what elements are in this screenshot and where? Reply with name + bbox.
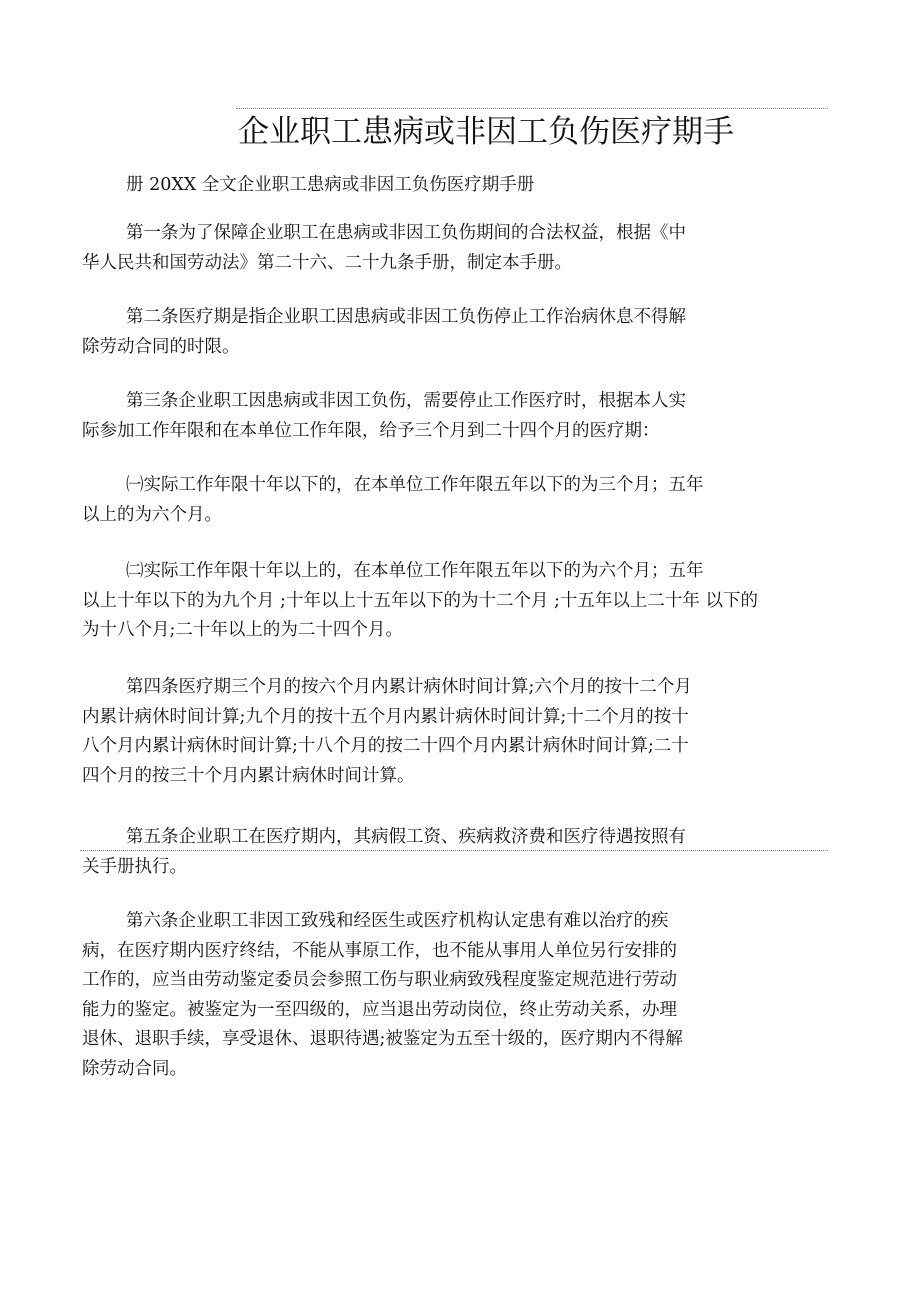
paragraph-line: ㈡实际工作年限十年以上的，在本单位工作年限五年以下的为六个月；五年 (126, 561, 704, 581)
article-2 (82, 303, 752, 362)
paragraph-line: 华人民共和国劳动法》第二十六、二十九条手册，制定本手册。 (82, 252, 572, 273)
paragraph-line: 以上的为六个月。 (82, 504, 222, 525)
paragraph-line: 八个月内累计病休时间计算;十八个月的按二十四个月内累计病休时间计算;二十 (82, 736, 689, 756)
top-divider (236, 108, 828, 109)
paragraph-line: 第五条企业职工在医疗期内，其病假工资、疾病救济费和医疗待遇按照有 (126, 827, 686, 847)
paragraph-line: 第四条医疗期三个月的按六个月内累计病休时间计算;六个月的按十二个月 (126, 677, 692, 697)
paragraph-line: 除劳动合同。 (82, 1058, 187, 1079)
paragraph-line: 第一条为了保障企业职工在患病或非因工负伤期间的合法权益，根据《中 (126, 223, 686, 243)
article-3-item-1 (82, 471, 752, 530)
paragraph-line: 病，在医疗期内医疗终结，不能从事原工作，也不能从事用人单位另行安排的 (82, 940, 677, 961)
article-6 (82, 907, 752, 1084)
paragraph-line: 为十八个月;二十年以上的为二十四个月。 (82, 620, 403, 640)
article-3 (82, 387, 752, 446)
paragraph-line: 第三条企业职工因患病或非因工负伤，需要停止工作医疗时，根据本人实 (126, 391, 686, 411)
paragraph-line: 工作的，应当由劳动鉴定委员会参照工伤与职业病致残程度鉴定规范进行劳动 (82, 970, 677, 990)
article-4 (82, 673, 752, 791)
document-subtitle (82, 171, 752, 201)
article-5 (82, 823, 752, 882)
article-1 (82, 219, 752, 278)
document-title: 企业职工患病或非因工负伤医疗期手 (238, 114, 734, 150)
paragraph-line: 能力的鉴定。被鉴定为一至四级的，应当退出劳动岗位，终止劳动关系，办理 (82, 999, 677, 1020)
article-3-item-2 (82, 557, 758, 646)
paragraph-line: 第二条医疗期是指企业职工因患病或非因工负伤停止工作治病休息不得解 (126, 307, 686, 327)
page-break-divider (80, 850, 828, 851)
paragraph-line: 际参加工作年限和在本单位工作年限，给予三个月到二十四个月的医疗期： (82, 420, 660, 441)
paragraph-line: 四个月的按三十个月内累计病休时间计算。 (82, 765, 415, 786)
paragraph-line: 退休、退职手续，享受退休、退职待遇;被鉴定为五至十级的，医疗期内不得解 (82, 1029, 683, 1049)
paragraph-line: ㈠实际工作年限十年以下的，在本单位工作年限五年以下的为三个月；五年 (126, 475, 704, 495)
paragraph-line: 第六条企业职工非因工致残和经医生或医疗机构认定患有难以治疗的疾 (126, 911, 669, 931)
paragraph-line: 以上十年以下的为九个月 ;十年以上十五年以下的为十二个月 ;十五年以上二十年 以下的 (82, 590, 758, 611)
paragraph-line: 除劳动合同的时限。 (82, 336, 240, 357)
paragraph-line: 内累计病休时间计算;九个月的按十五个月内累计病休时间计算;十二个月的按十 (82, 706, 689, 727)
subtitle-line: 册 20XX 全文企业职工患病或非因工负伤医疗期手册 (126, 175, 535, 195)
paragraph-line: 关手册执行。 (82, 856, 187, 877)
